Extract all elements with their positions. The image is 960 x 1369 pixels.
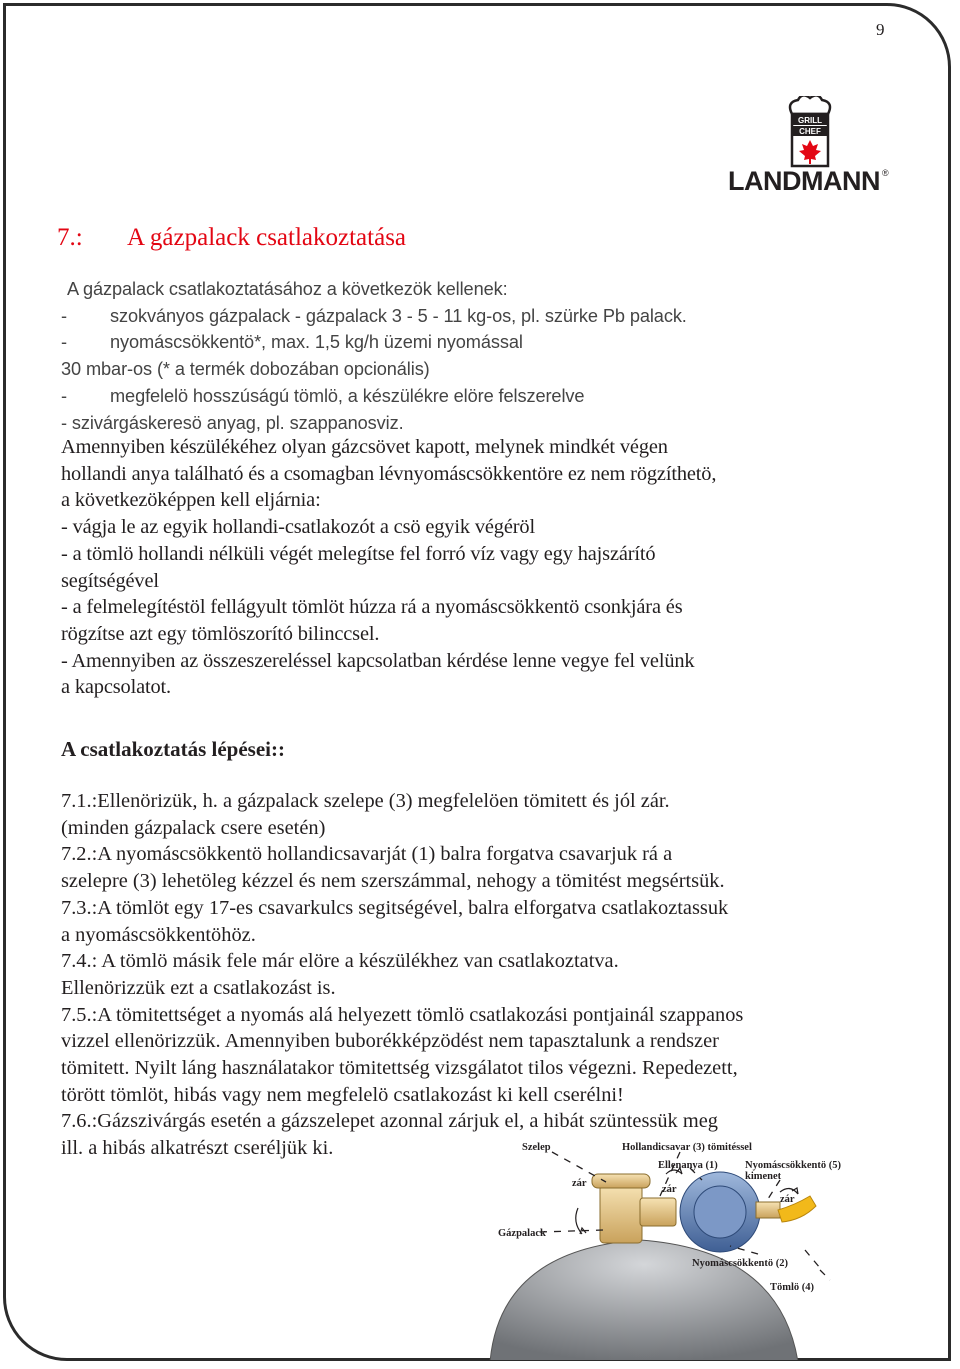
label-close-left: zár (572, 1178, 587, 1189)
step-line: a nyomáscsökkentöhöz. (61, 923, 256, 946)
step-line: 7.3.:A tömlöt egy 17-es csavarkulcs segitségével, balra elforgatva csatlakoztassuk (61, 896, 729, 919)
body-line: hollandi anya található és a csomagban lévnyomáscsökkentöre ez nem rögzíthetö, (61, 462, 717, 485)
label-hose: Tömlö (4) (770, 1282, 815, 1293)
landmann-logo (724, 96, 894, 200)
coupling-nut-shape (640, 1198, 676, 1226)
step-line: törött tömlöt, hibás vagy nem megfelelö csatlakozást ki kell cserélni! (61, 1083, 624, 1106)
brand-text: LANDMANN (728, 166, 880, 196)
body-line: - vágja le az egyik hollandi-csatlakozót a csö egyik végéröl (61, 516, 535, 539)
section-heading (57, 224, 406, 252)
grill-text: GRILL (798, 116, 822, 125)
body-line: rögzítse azt egy tömlöszorító bilinccsel. (61, 622, 380, 645)
intro-line: - szivárgáskeresö anyag, pl. szappanosviz. (61, 412, 404, 433)
step-line: 7.5.:A tömitettséget a nyomás alá helyezett tömlö csatlakozási pontjainál szappanos (61, 1003, 744, 1026)
valve-body-shape (600, 1185, 642, 1243)
requirements-list (61, 276, 901, 436)
connection-steps (61, 788, 901, 1162)
label-close-right: zár (780, 1194, 795, 1205)
step-line: vizzel ellenörizzük. Amennyiben buborékképzödést nem tapasztalunk a rendszer (61, 1030, 719, 1053)
hose-instructions (61, 434, 901, 701)
label-regulator-outlet-2: kimenet (745, 1171, 782, 1182)
body-line: - a felmelegítéstöl fellágyult tömlöt húzza rá a nyomáscsökkentö csonkjára és (61, 596, 683, 619)
body-line: a kapcsolatot. (61, 676, 172, 699)
regulator-diagram (480, 1130, 900, 1360)
intro-line: A gázpalack csatlakoztatásához a következök kellenek: (67, 279, 508, 299)
step-line: szelepre (3) lehetöleg kézzel és nem szerszámmal, nehogy a tömitést megsértsük. (61, 870, 725, 893)
section-number: 7.: (57, 224, 83, 251)
step-line: (minden gázpalack csere esetén) (61, 816, 326, 839)
label-close-mid: zár (662, 1184, 677, 1195)
body-line: - a tömlö hollandi nélküli végét melegítse fel forró víz vagy egy hajszárító (61, 542, 656, 565)
body-line: - Amennyiben az összeszereléssel kapcsolatban kérdése lenne vegye fel velünk (61, 649, 695, 672)
body-line: segítségével (61, 569, 159, 592)
step-line: 7.1.:Ellenörizük, h. a gázpalack szelepe (3) megfelelöen tömitett és jól zár. (61, 790, 670, 812)
intro-line: - megfelelö hosszúságú tömlö, a készülékre elöre felszerelve (61, 385, 585, 406)
steps-title: A csatlakoztatás lépései:: (61, 737, 285, 761)
label-coupling-nut: Hollandicsavar (3) tömitéssel (622, 1142, 752, 1153)
regulator-outlet-shape (756, 1202, 780, 1218)
intro-line: 30 mbar-os (* a termék dobozában opcionális) (61, 359, 430, 380)
step-line: ill. a hibás alkatrészt cseréljük ki. (61, 1137, 334, 1160)
valve-handwheel-shape (592, 1174, 650, 1188)
label-cylinder: Gázpalack (498, 1228, 546, 1239)
label-regulator-outlet: Nyomáscsökkentö (5) (745, 1160, 841, 1171)
step-line: Ellenörizzük ezt a csatlakozást is. (61, 976, 336, 999)
label-regulator: Nyomáscsökkentö (2) (692, 1258, 788, 1269)
registered-mark: ® (882, 168, 889, 178)
grill-chef-badge (790, 96, 830, 166)
step-line: 7.6.:Gázszivárgás esetén a gázszelepet azonnal zárjuk el, a hibát szüntessük meg (61, 1110, 718, 1133)
intro-line: - szokványos gázpalack - gázpalack 3 - 5 - 11 kg-os, pl. szürke Pb palack. (61, 305, 687, 326)
page-number: 9 (876, 20, 885, 39)
label-valve: Szelep (522, 1142, 551, 1153)
section-title: A gázpalack csatlakoztatása (127, 224, 407, 251)
step-line: 7.4.: A tömlö másik fele már elöre a készülékhez van csatlakoztatva. (61, 950, 619, 973)
step-line: 7.2.:A nyomáscsökkentö hollandicsavarját (1) balra forgatva csavarjuk rá a (61, 843, 673, 866)
step-line: tömitett. Nyilt láng használatakor tömitettség vizsgálatot tilos végezni. Repedezett, (61, 1057, 738, 1080)
body-line: Amennyiben készülékéhez olyan gázcsövet kapott, melynek mindkét végen (61, 436, 668, 458)
intro-line: - nyomáscsökkentö*, max. 1,5 kg/h üzemi nyomással (61, 332, 523, 353)
label-counter-nut: Ellenanya (1) (658, 1160, 718, 1171)
body-line: a következöképpen kell eljárnia: (61, 489, 321, 512)
chef-text: CHEF (799, 127, 821, 136)
